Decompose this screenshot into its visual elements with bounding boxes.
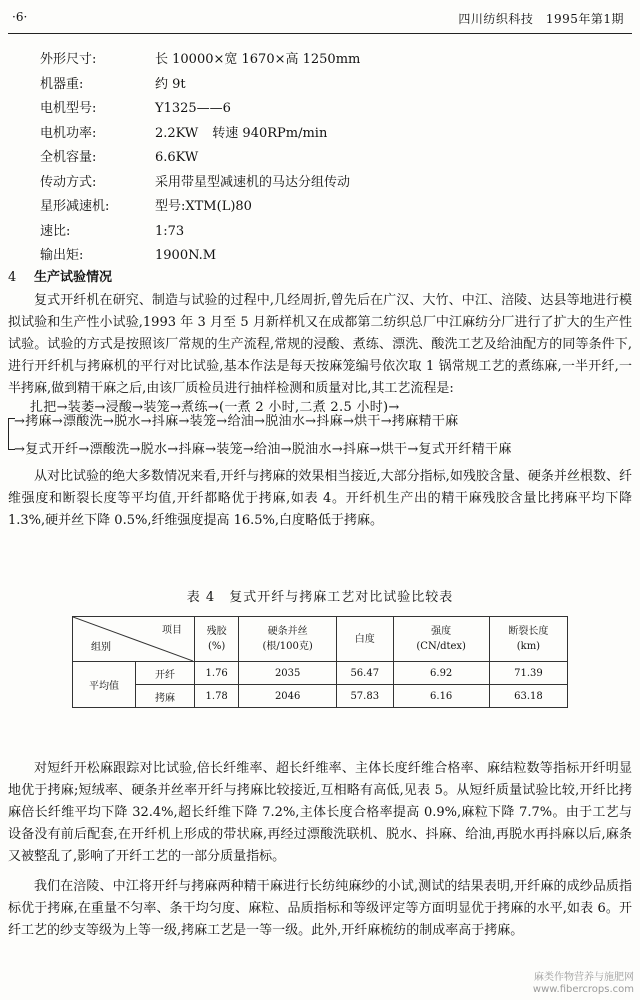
data-cell: 2035: [239, 662, 337, 685]
spec-value: 1900N.M: [155, 248, 217, 263]
spec-value: 2.2KW: [155, 125, 199, 141]
data-cell: 1.76: [195, 662, 239, 685]
column-unit: (km): [516, 641, 541, 652]
spec-value: 型号:XTM(L)80: [155, 199, 252, 214]
spec-label: 全机容量:: [40, 150, 97, 165]
spec-label: 星形减速机:: [40, 199, 110, 214]
data-cell: 63.18: [489, 685, 567, 708]
column-header: [489, 617, 567, 662]
spec-row: [40, 244, 620, 269]
spec-row: [40, 48, 620, 73]
column-header: [393, 617, 489, 662]
spec-value: 约 9t: [155, 76, 186, 92]
column-name: 硬条并丝: [267, 626, 308, 637]
column-name: 强度: [431, 626, 452, 637]
column-unit: (%): [208, 641, 226, 652]
paragraph-comparison: 从对比试验的绝大多数情况来看,开纤与拷麻的效果相当接近,大部分指标,如残胶含量、硬条并丝根数、纤维强度和断裂长度等平均值,开纤都略优于拷麻,如表 4。开纤机生产出的精干麻残胶含量比拷麻平均下降 1.3%,硬并丝下降 0.5%,纤维强度提高 16.5%,白度略低于拷麻。: [8, 469, 632, 528]
spec-label: 电机型号:: [40, 101, 97, 116]
spec-label: 电机功率:: [40, 125, 97, 141]
column-header: [239, 617, 337, 662]
spec-row: [40, 220, 620, 245]
process-branch-kaoma: →拷麻→漂酸洗→脱水→抖麻→装笼→给油→脱油水→抖麻→烘干→拷麻精干麻: [14, 414, 459, 429]
column-name: 白度: [354, 633, 375, 645]
data-cell: 6.16: [393, 685, 489, 708]
spec-label: 机器重:: [40, 76, 84, 92]
data-cell: 56.47: [337, 662, 393, 685]
column-name: 残胶: [206, 626, 227, 637]
spec-value: 6.6KW: [155, 150, 199, 165]
column-unit: (根/100克): [262, 641, 313, 652]
table-row: [73, 662, 568, 685]
data-cell: 1.78: [195, 685, 239, 708]
spec-value: 长 10000×宽 1670×高 1250mm: [155, 52, 361, 67]
journal-title: 四川纺织科技 1995年第1期: [458, 12, 624, 26]
spec-row: [40, 171, 620, 196]
spec-label: 速比:: [40, 223, 71, 239]
table-caption: 表 4 复式开纤与拷麻工艺对比试验比较表: [186, 590, 454, 605]
spec-value: 采用带星型减速机的马达分组传动: [155, 174, 351, 190]
data-cell: 6.92: [393, 662, 489, 685]
table-corner-cell: [73, 617, 195, 662]
paragraph-yarn-test: 我们在涪陵、中江将开纤与拷麻两种精干麻进行长纺纯麻纱的小试,测试的结果表明,开纤麻的成纱品质指标优于拷麻,在重量不匀率、条干均匀度、麻粒、品质指标和等级评定等方面明显优于拷麻的水平,如表 6。开纤工艺的纱支等级为上等一级,拷麻工艺是一等一级。此外,开纤麻梳纺的制成率高于拷麻。: [8, 879, 632, 938]
section-title: 生产试验情况: [34, 270, 113, 285]
process-common-step: 扎把→装萎→浸酸→装笼→煮练→(一煮 2 小时,二煮 2.5 小时)→: [30, 400, 400, 415]
spec-row: [40, 146, 620, 171]
header-rule: [8, 33, 632, 34]
data-cell: 2046: [239, 685, 337, 708]
page-number: ·6·: [12, 10, 28, 24]
comparison-table: [72, 616, 568, 708]
corner-bottom-label: 组别: [91, 642, 111, 653]
spec-row: [40, 73, 620, 98]
spec-label: 外形尺寸:: [40, 52, 97, 67]
row-label-cell: 平均值: [73, 662, 136, 708]
spec-value: Y1325——6: [155, 101, 231, 116]
section-heading: [8, 266, 112, 285]
spec-label: 输出矩:: [40, 248, 84, 263]
column-header: [195, 617, 239, 662]
column-unit: (CN/dtex): [416, 641, 466, 652]
spec-value: 1:73: [155, 223, 185, 239]
watermark-url: www.fibercrops.com: [532, 984, 634, 995]
column-header: [337, 617, 393, 662]
spec-row: [40, 122, 620, 147]
spec-row: [40, 97, 620, 122]
spec-list: [40, 48, 620, 269]
group-cell: 拷麻: [136, 685, 195, 708]
spec-extra: 转速 940RPm/min: [212, 125, 328, 141]
group-cell: 开纤: [136, 662, 195, 685]
page-header: [8, 8, 632, 30]
table-row: [73, 685, 568, 708]
watermark: [533, 972, 634, 996]
paragraph-intro: 复式开纤机在研究、制造与试验的过程中,几经周折,曾先后在广汉、大竹、中江、涪陵、达县等地进行模拟试验和生产性小试验,1993 年 3 月至 5 月新样机又在成都第二纺织总厂中江麻纺分厂进行了扩大的生产性试验。试验的方式是按照该厂常规的生产流程,常规的浸酸、煮练、漂洗、酸洗工艺及给油配方的同等条件下,进行开纤机与拷麻机的平行对比试验,基本作法是每天按麻笼编号依次取 1 锅常规工艺的煮练麻,一半开纤,一半拷麻,做到精干麻之后,由该厂质检员进行抽样检测和质量对比,其工艺流程是:: [8, 293, 632, 396]
section-number: 4: [8, 270, 17, 285]
data-cell: 57.83: [337, 685, 393, 708]
watermark-line: 麻类作物营养与施肥网: [534, 972, 634, 983]
spec-row: [40, 195, 620, 220]
spec-label: 传动方式:: [40, 174, 97, 190]
column-name: 断裂长度: [508, 626, 549, 637]
table-header-row: [73, 617, 568, 662]
data-cell: 71.39: [489, 662, 567, 685]
corner-top-label: 项目: [162, 625, 182, 636]
process-branch-kaixian: →复式开纤→漂酸洗→脱水→抖麻→装笼→给油→脱油水→抖麻→烘干→复式开纤精干麻: [14, 442, 512, 457]
paragraph-short-fiber: 对短纤开松麻跟踪对比试验,倍长纤维率、超长纤维率、主体长度纤维合格率、麻结粒数等指标开纤明显地优于拷麻;短绒率、硬条并丝率开纤与拷麻比较接近,互相略有高低,见表 5。从短纤质量试验比较,开纤比拷麻倍长纤维平均下降 32.4%,超长纤维下降 7.2%,主体长度合格率提高 0.9%,麻粒下降 7.7%。由于工艺与设备没有前后配套,在开纤机上形成的带状麻,再经过漂酸洗联机、脱水、抖麻、给油,再脱水再抖麻以后,麻条又被整乱了,影响了开纤工艺的一部分质量指标。: [8, 761, 632, 864]
